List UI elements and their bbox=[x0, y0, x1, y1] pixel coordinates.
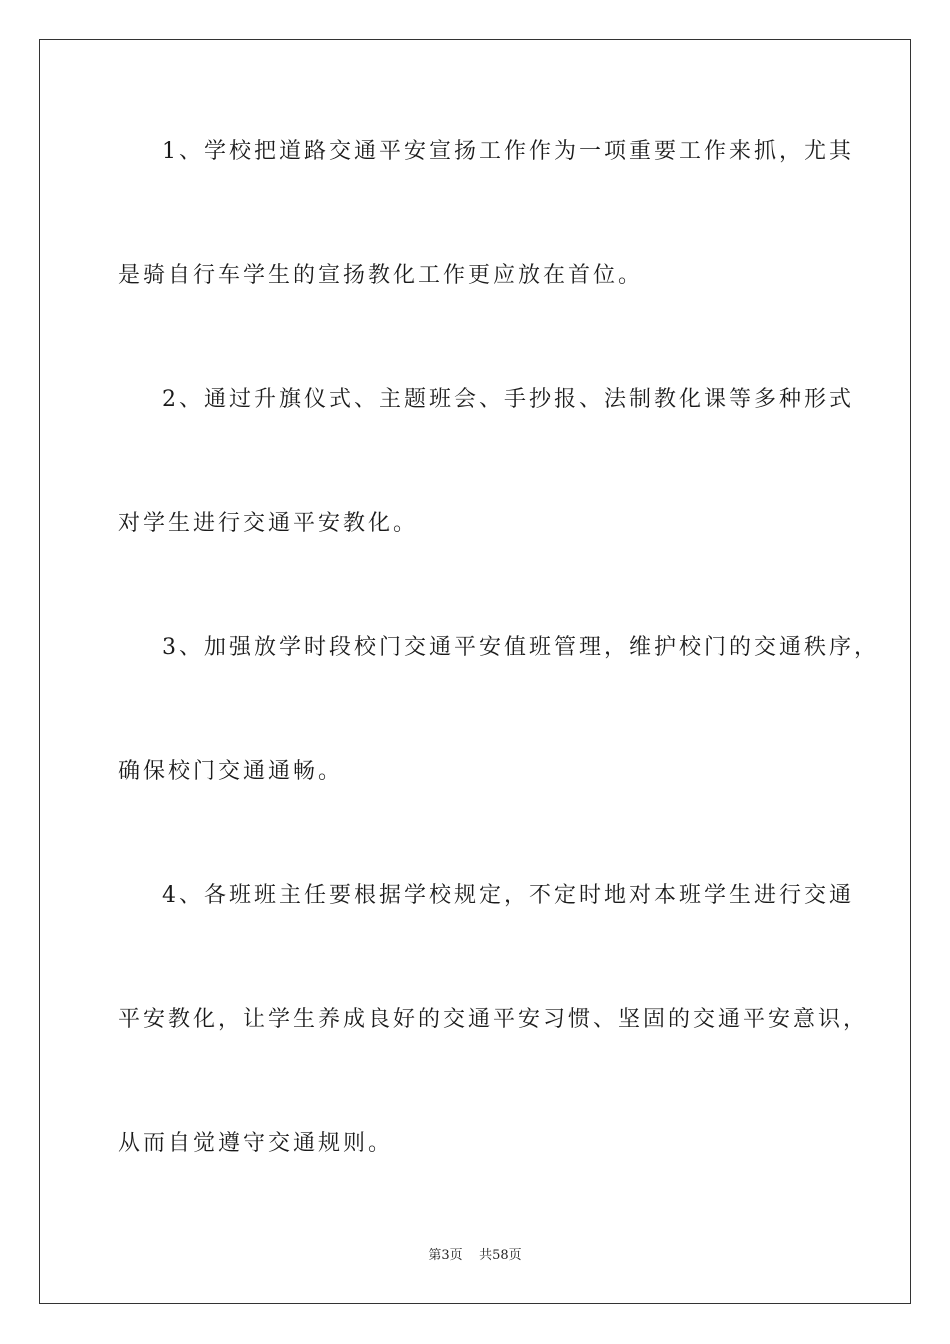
paragraph-1-line-1: 1、学校把道路交通平安宣扬工作作为一项重要工作来抓，尤其 bbox=[162, 139, 854, 164]
page-number: 第3页 bbox=[428, 1248, 463, 1263]
paragraph-2-line-1: 2、通过升旗仪式、主题班会、手抄报、法制教化课等多种形式 bbox=[162, 387, 854, 412]
page-frame bbox=[39, 39, 911, 1304]
paragraph-4-line-2: 平安教化，让学生养成良好的交通平安习惯、坚固的交通平安意识， bbox=[118, 1007, 869, 1032]
paragraph-1-line-2: 是骑自行车学生的宣扬教化工作更应放在首位。 bbox=[118, 263, 644, 288]
paragraph-3-line-1: 3、加强放学时段校门交通平安值班管理，维护校门的交通秩序， bbox=[162, 635, 879, 660]
page-footer bbox=[0, 1247, 950, 1265]
paragraph-4-line-1: 4、各班班主任要根据学校规定，不定时地对本班学生进行交通 bbox=[162, 883, 854, 908]
paragraph-2-line-2: 对学生进行交通平安教化。 bbox=[118, 511, 419, 536]
paragraph-3-line-2: 确保校门交通通畅。 bbox=[118, 759, 344, 784]
paragraph-4-line-3: 从而自觉遵守交通规则。 bbox=[118, 1131, 394, 1156]
total-pages: 共58页 bbox=[479, 1248, 522, 1263]
